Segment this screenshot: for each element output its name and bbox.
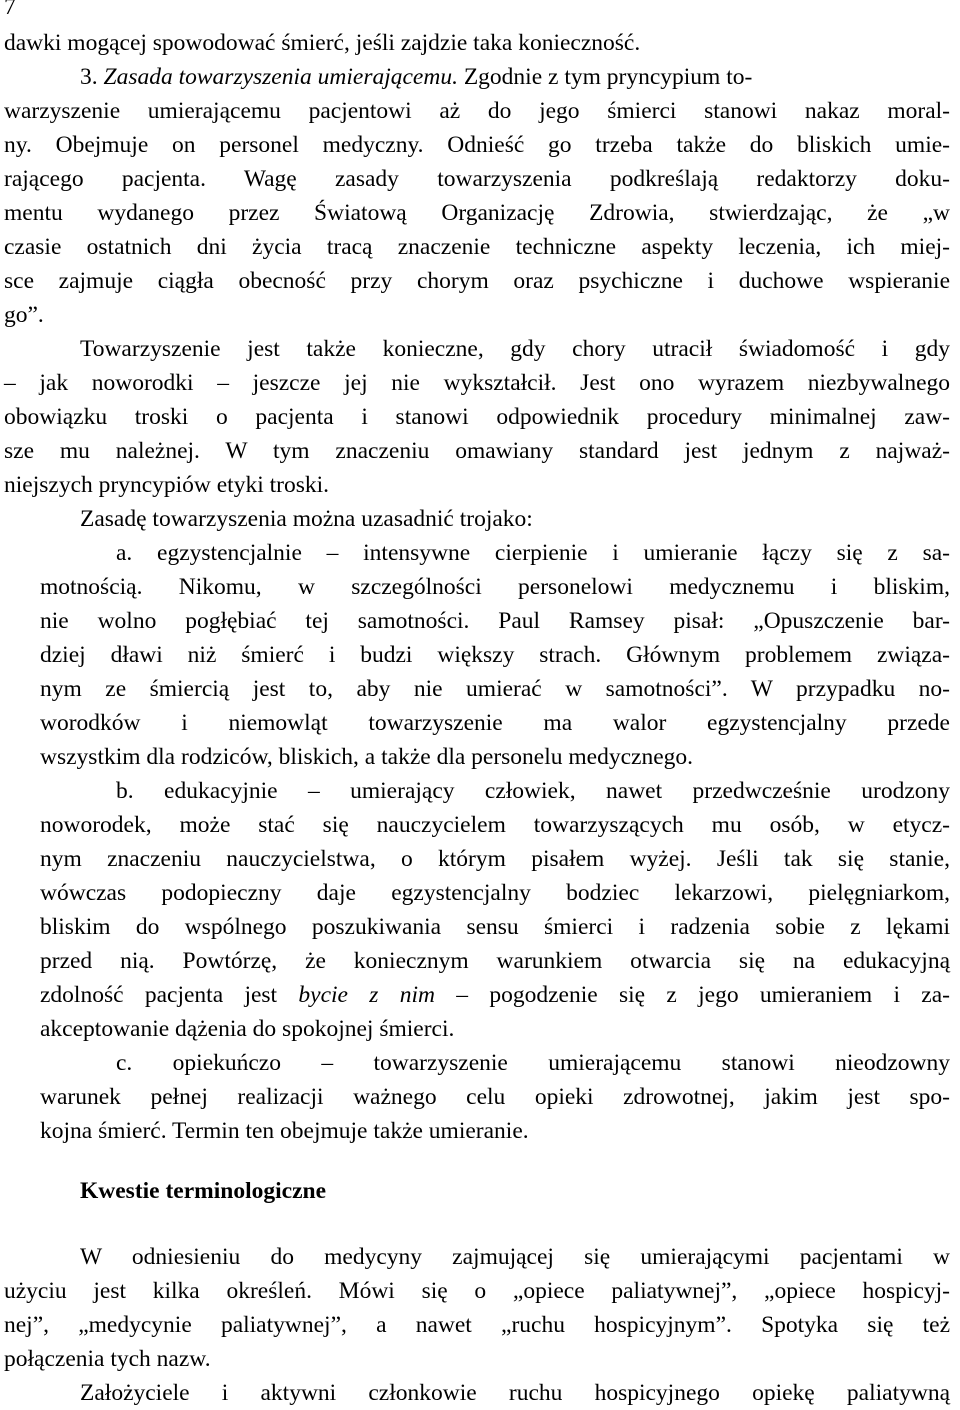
text-line: warzyszenie umierającemu pacjentowi aż do jego śmierci stanowi nakaz moral-: [4, 98, 950, 124]
text-line: połączenia tych nazw.: [4, 1346, 211, 1372]
text-line: sze mu należnej. W tym znaczeniu omawiany standard jest jednym z najważ-: [4, 438, 950, 464]
text-line: motnością. Nikomu, w szczególności personelowi medycznemu i bliskim,: [40, 574, 950, 600]
italic-phrase: bycie z nim: [298, 982, 435, 1008]
text-line: rającego pacjenta. Wagę zasady towarzyszenia podkreślają redaktorzy doku-: [4, 166, 950, 192]
text-line: kojna śmierć. Termin ten obejmuje także umieranie.: [40, 1118, 529, 1144]
text-line: niejszych pryncypiów etyki troski.: [4, 472, 330, 498]
text-line: go”.: [4, 302, 44, 328]
list-item-b: b. edukacyjnie – umierający człowiek, nawet przedwcześnie urodzony: [116, 778, 950, 804]
text-line: sce zajmuje ciągła obecność przy chorym oraz psychiczne i duchowe wspieranie: [4, 268, 950, 294]
text-line: mentu wydanego przez Światową Organizację Zdrowia, stwierdzając, że „w: [4, 200, 950, 226]
text-line: Towarzyszenie jest także konieczne, gdy chory utracił świadomość i gdy: [80, 336, 950, 362]
text-line: Założyciele i aktywni członkowie ruchu hospicyjnego opiekę paliatywną: [80, 1380, 950, 1406]
page-number: 7: [4, 0, 16, 20]
text-line: użyciu jest kilka określeń. Mówi się o „opiece paliatywnej”, „opiece hospicyj-: [4, 1278, 950, 1304]
text-line: W odniesieniu do medycyny zajmującej się umierającymi pacjentami w: [80, 1244, 950, 1270]
list-item-c: c. opiekuńczo – towarzyszenie umierającemu stanowi nieodzowny: [116, 1050, 950, 1076]
text-line: wszystkim dla rodziców, bliskich, a także dla personelu medycznego.: [40, 744, 694, 770]
text-line: dawki mogącej spowodować śmierć, jeśli zajdzie taka konieczność.: [4, 30, 641, 56]
text-line: dziej dławi niż śmierć i budzi większy strach. Głównym problemem związa-: [40, 642, 950, 668]
text-line: nie wolno pogłębiać tej samotności. Paul Ramsey pisał: „Opuszczenie bar-: [40, 608, 950, 634]
text-line: nym ze śmiercią jest to, aby nie umierać w samotności”. W przypadku no-: [40, 676, 950, 702]
text-line: Zasadę towarzyszenia można uzasadnić trojako:: [80, 506, 533, 532]
text-line: warunek pełnej realizacji ważnego celu opieki zdrowotnej, jakim jest spo-: [40, 1084, 950, 1110]
text-line: akceptowanie dążenia do spokojnej śmierci.: [40, 1016, 455, 1042]
text-line: noworodek, może stać się nauczycielem towarzyszących mu osób, w etycz-: [40, 812, 950, 838]
text-line: worodków i niemowląt towarzyszenie ma walor egzystencjalny przede: [40, 710, 950, 736]
text-line: – jak noworodki – jeszcze jej nie wykształcił. Jest ono wyrazem niezbywalnego: [4, 370, 950, 396]
text-line: bliskim do wspólnego poszukiwania sensu śmierci i radzenia sobie z lękami: [40, 914, 950, 940]
text-line: czasie ostatnich dni życia tracą znaczenie techniczne aspekty leczenia, ich miej-: [4, 234, 950, 260]
text-line: wówczas podopieczny daje egzystencjalny bodziec lekarzowi, pielęgniarkom,: [40, 880, 950, 906]
section-heading: Kwestie terminologiczne: [80, 1178, 327, 1204]
text-line: nym znaczeniu nauczycielstwa, o którym pisałem wyżej. Jeśli tak się stanie,: [40, 846, 950, 872]
italic-heading: Zasada towarzyszenia umierającemu.: [103, 64, 458, 90]
text-line: ny. Obejmuje on personel medyczny. Odnieść go trzeba także do bliskich umie-: [4, 132, 950, 158]
text-line: 3. Zasada towarzyszenia umierającemu. Zgodnie z tym pryncypium to-: [80, 64, 753, 90]
text-line: zdolność pacjenta jest bycie z nim – pogodzenie się z jego umieraniem i za-: [40, 982, 950, 1008]
text-line: obowiązku troski o pacjenta i stanowi odpowiednik procedury minimalnej zaw-: [4, 404, 950, 430]
text-line: nej”, „medycynie paliatywnej”, a nawet „ruchu hospicyjnym”. Spotyka się też: [4, 1312, 950, 1338]
list-item-a: a. egzystencjalnie – intensywne cierpienie i umieranie łączy się z sa-: [116, 540, 950, 566]
text-line: przed nią. Powtórzę, że koniecznym warunkiem otwarcia się na edukacyjną: [40, 948, 950, 974]
